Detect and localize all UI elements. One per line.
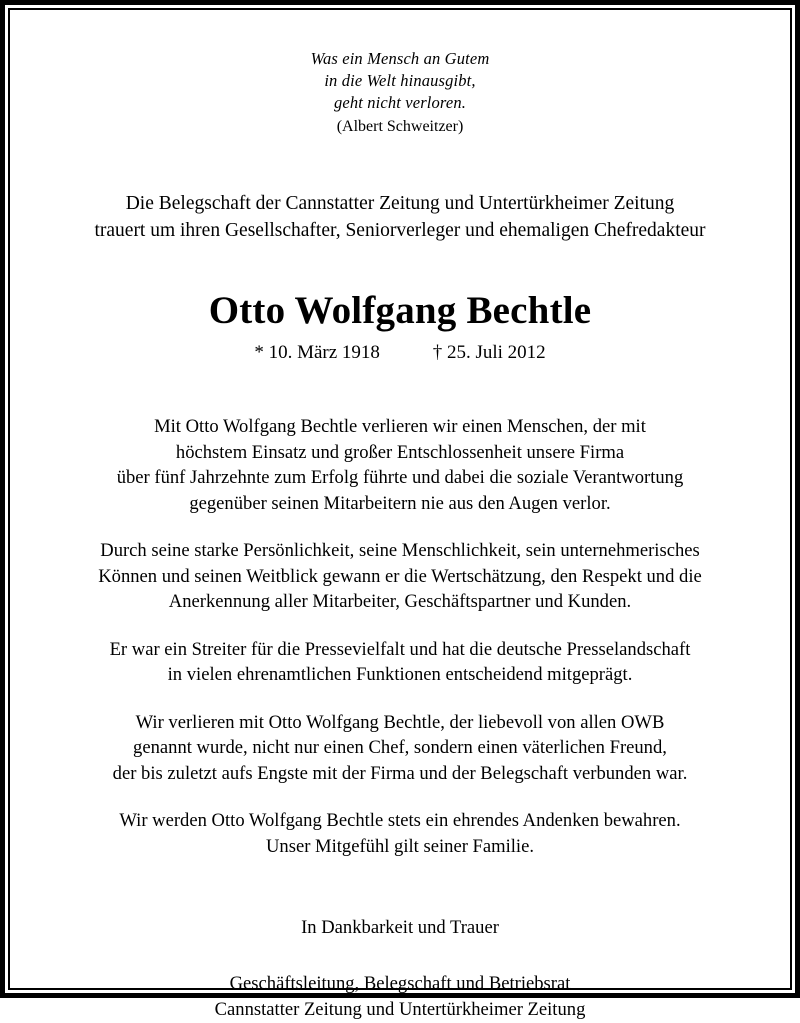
paragraph-line: Mit Otto Wolfgang Bechtle verlieren wir einen Menschen, der mit [154,416,646,437]
signatory-line: Cannstatter Zeitung und Untertürkheimer Zeitung [214,999,586,1020]
quote-attribution: (Albert Schweitzer) [336,118,464,135]
notice-border-gap [5,5,795,1020]
closing-section [38,915,762,1023]
quote-line: geht nicht verloren. [333,93,467,112]
quote-line: Was ein Mensch an Gutem [310,49,490,68]
paragraph-line: Anerkennung aller Mitarbeiter, Geschäftspartner und Kunden. [168,591,632,612]
quote-line: in die Welt hinausgibt, [324,71,476,90]
tribute-paragraph [38,637,762,688]
epigraph-quote [38,48,762,138]
death-date: † 25. Juli 2012 [432,342,546,363]
tribute-paragraph [38,710,762,787]
intro-line: Die Belegschaft der Cannstatter Zeitung und Untertürkheimer Zeitung [125,193,675,214]
life-dates [38,340,762,366]
intro-line: trauert um ihren Gesellschafter, Seniorverleger und ehemaligen Chefredakteur [94,220,706,241]
paragraph-line: über fünf Jahrzehnte zum Erfolg führte und dabei die soziale Verantwortung [116,467,684,488]
birth-date: * 10. März 1918 [254,342,380,363]
tribute-paragraph [38,414,762,516]
deceased-name: Otto Wolfgang Bechtle [208,289,592,332]
paragraph-line: Wir werden Otto Wolfgang Bechtle stets ein ehrendes Andenken bewahren. [119,810,681,831]
paragraph-line: genannt wurde, nicht nur einen Chef, sondern einen väterlichen Freund, [133,737,667,758]
tribute-paragraph [38,538,762,615]
paragraph-line: der bis zuletzt aufs Engste mit der Firma und der Belegschaft verbunden war. [112,762,688,784]
paragraph-line: Wir verlieren mit Otto Wolfgang Bechtle, der liebevoll von allen OWB [135,711,665,733]
paragraph-line: Durch seine starke Persönlichkeit, seine Menschlichkeit, sein unternehmerisches [100,540,700,561]
dedication-intro [38,190,762,244]
paragraph-line: gegenüber seinen Mitarbeitern nie aus den Augen verlor. [189,492,611,514]
paragraph-line: höchstem Einsatz und großer Entschlossenheit unsere Firma [175,441,625,463]
tribute-paragraphs [38,414,762,859]
notice-inner-border [8,8,792,1020]
paragraph-line: Können und seinen Weitblick gewann er die Wertschätzung, den Respekt und die [98,565,702,587]
paragraph-line: Er war ein Streiter für die Pressevielfalt und hat die deutsche Presselandschaft [109,638,691,660]
notice-content [10,10,790,1020]
closing-salutation: In Dankbarkeit und Trauer [301,917,499,938]
signatory-line: Geschäftsleitung, Belegschaft und Betriebsrat [229,973,571,994]
paragraph-line: Unser Mitgefühl gilt seiner Familie. [265,835,534,857]
tribute-paragraph [38,808,762,859]
paragraph-line: in vielen ehrenamtlichen Funktionen entscheidend mitgeprägt. [167,664,633,685]
